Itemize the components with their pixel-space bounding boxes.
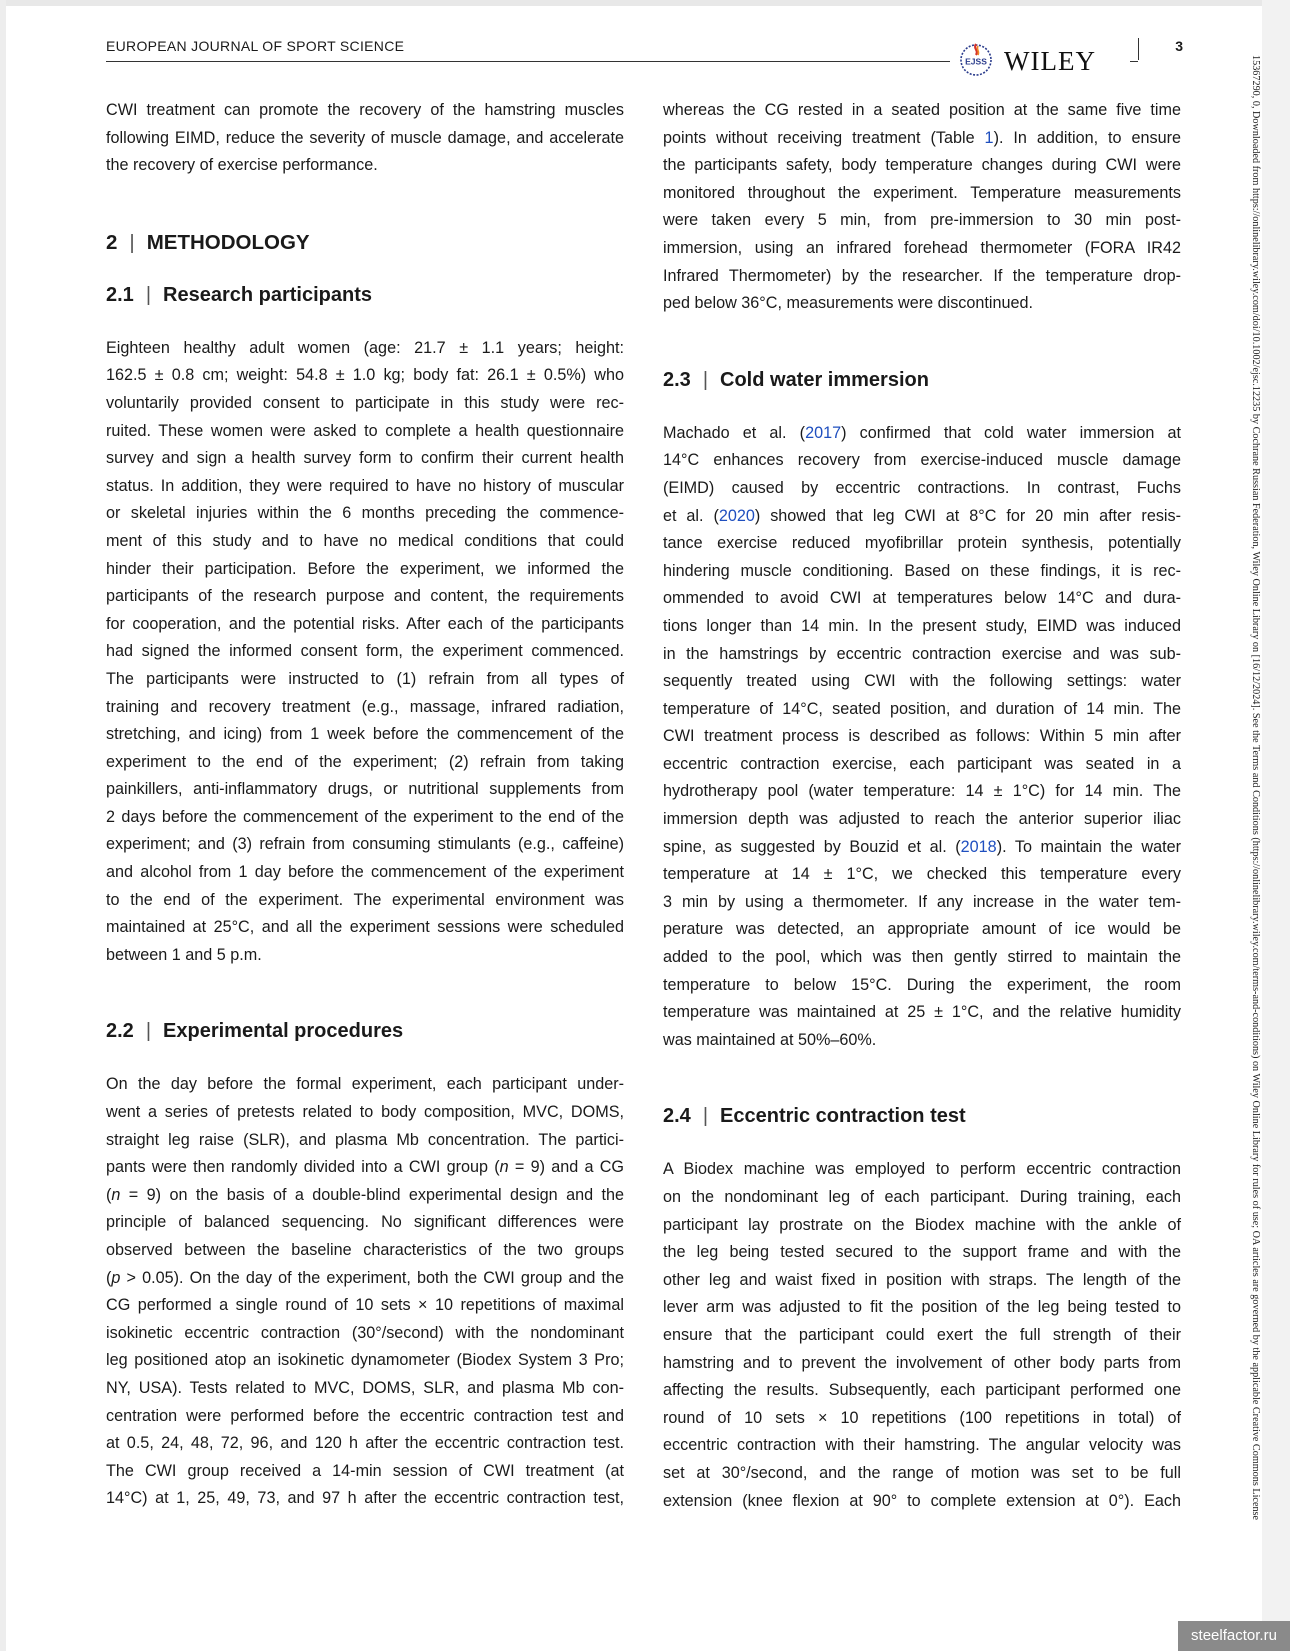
text-line: had signed the informed consent form, the experiment commenced.: [106, 642, 624, 661]
text-line: tance exercise reduced myofibrillar protein synthesis, potentially: [663, 534, 1181, 553]
text-line: observed between the baseline characteristics of the two groups: [106, 1241, 624, 1259]
text-line: extension (knee flexion at 90° to complete extension at 0°). Each: [663, 1491, 1181, 1510]
wiley-wordmark: WILEY: [1004, 46, 1096, 76]
text-line: voluntarily provided consent to participate in this study were rec-: [106, 393, 624, 412]
text-line: at 0.5, 24, 48, 72, 96, and 120 h after the eccentric contraction test.: [106, 1434, 624, 1453]
text-line: were taken every 5 min, from pre-immersion to 30 min post-: [663, 211, 1181, 230]
text-line: CWI treatment process is described as follows: Within 5 min after: [663, 727, 1181, 746]
text-line: affecting the results. Subsequently, each participant performed one: [663, 1381, 1181, 1400]
text-line: immersion, using an infrared forehead thermometer (FORA IR42: [663, 238, 1181, 257]
procedures-paragraph: [106, 1071, 624, 1513]
text-line: 3 min by using a thermometer. If any increase in the water tem-: [663, 892, 1181, 911]
text-line: eccentric contraction with their hamstring. The angular velocity was: [663, 1436, 1181, 1455]
left-column: [106, 97, 624, 1513]
text-line: ensure that the participant could exert the full strength of their: [663, 1325, 1181, 1344]
subsection-title: Eccentric contraction test: [720, 1105, 966, 1128]
section-number: 2: [106, 230, 118, 254]
text-line: (n = 9) on the basis of a double-blind experimental design and the: [106, 1185, 624, 1204]
text-line: On the day before the formal experiment, each participant under-: [106, 1075, 624, 1094]
text-line: hydrotherapy pool (water temperature: 14 ± 1°C) for 14 min. The: [663, 782, 1181, 801]
page-edge-left: [0, 0, 6, 1651]
text-line: ment of this study and to have no medical conditions that could: [106, 531, 624, 550]
table-1-link[interactable]: 1: [984, 128, 994, 147]
text-line: The participants were instructed to (1) refrain from all types of: [106, 669, 624, 688]
text-line: whereas the CG rested in a seated position at the same five time: [663, 101, 1181, 119]
procedures-paragraph-continued: [663, 97, 1181, 318]
publisher-logos: [950, 40, 1130, 78]
cwi-paragraph: [663, 420, 1181, 1055]
text-line: went a series of pretests related to body composition, MVC, DOMS,: [106, 1103, 624, 1122]
bouzid-2018-link[interactable]: 2018: [960, 837, 997, 856]
text-line: in the hamstrings by eccentric contraction exercise and was sub-: [663, 644, 1181, 663]
text-line: tions longer than 14 min. In the present study, EIMD was induced: [663, 616, 1181, 635]
text-line: the participants safety, body temperature changes during CWI were: [663, 156, 1181, 175]
subsection-title: Research participants: [163, 283, 372, 306]
text-line: 2 days before the commencement of the experiment to the end of the: [106, 807, 624, 826]
subsection-number: 2.4: [663, 1105, 691, 1128]
text-line: ruited. These women were asked to complete a health questionnaire: [106, 421, 624, 440]
page-number: 3: [1175, 38, 1183, 54]
text-line: straight leg raise (SLR), and plasma Mb concentration. The partici-: [106, 1130, 624, 1149]
text-line: principle of balanced sequencing. No significant differences were: [106, 1213, 624, 1232]
text-line: 162.5 ± 0.8 cm; weight: 54.8 ± 1.0 kg; body fat: 26.1 ± 0.5%) who: [106, 366, 624, 385]
journal-name: EUROPEAN JOURNAL OF SPORT SCIENCE: [106, 38, 405, 54]
text-line: other leg and waist fixed in position with straps. The length of the: [663, 1270, 1181, 1289]
text-line: CWI treatment can promote the recovery of the hamstring muscles: [106, 101, 624, 119]
svg-text:EJSS: EJSS: [965, 56, 987, 67]
text-line: NY, USA). Tests related to MVC, DOMS, SLR, and plasma Mb con-: [106, 1378, 624, 1397]
watermark-badge: steelfactor.ru: [1178, 1621, 1290, 1651]
download-license-note: [1248, 55, 1262, 1645]
subsection-heading-procedures: 2.2 | Experimental procedures: [106, 1020, 404, 1043]
subsection-title: Cold water immersion: [720, 368, 929, 391]
text-line: maintained at 25°C, and all the experiment sessions were scheduled: [106, 918, 624, 937]
text-line: isokinetic eccentric contraction (30°/second) with the nondominant: [106, 1323, 624, 1342]
text-line: following EIMD, reduce the severity of muscle damage, and accelerate: [106, 128, 624, 147]
text-line: temperature to below 15°C. During the experiment, the room: [663, 975, 1181, 994]
text-line: on the nondominant leg of each participant. During training, each: [663, 1188, 1181, 1206]
page-edge-right: [1262, 0, 1290, 1651]
text-line: et al. (2020) showed that leg CWI at 8°C for 20 min after resis-: [663, 506, 1181, 525]
text-line: set at 30°/second, and the range of motion was set to be full: [663, 1463, 1181, 1482]
subsection-number: 2.1: [106, 283, 134, 306]
page-number-divider: [1138, 38, 1139, 60]
text-line: (p > 0.05). On the day of the experiment, both the CWI group and the: [106, 1268, 624, 1287]
subsection-heading-cwi: 2.3 | Cold water immersion: [663, 368, 929, 391]
subsection-heading-eccentric: 2.4 | Eccentric contraction test: [663, 1105, 966, 1128]
text-line: temperature of 14°C, seated position, and duration of 14 min. The: [663, 699, 1181, 718]
text-line: sequently treated using CWI with the following settings: water: [663, 672, 1181, 691]
text-line: the leg being tested secured to the support frame and with the: [663, 1243, 1181, 1262]
page-edge-top: [0, 0, 1290, 6]
subsection-title: Experimental procedures: [163, 1020, 404, 1043]
text-line: The CWI group received a 14-min session of CWI treatment (at: [106, 1461, 624, 1480]
text-line: hindering muscle conditioning. Based on these findings, it is rec-: [663, 561, 1181, 580]
text-line: points without receiving treatment (Table 1). In addition, to ensure: [663, 128, 1181, 147]
download-license-text: 15367290, 0, Downloaded from https://onlinelibrary.wiley.com/doi/10.1002/ejsc.12235 by Cochrane Russian Federation, Wiley Online Library on [16/12/2024]. See the Terms and Conditions (https://onlinelibrary.wiley.com/terms-and-conditions) on Wiley Online Library for rules of use; OA articles are governed by the applicable Creative Commons License: [1250, 55, 1261, 1521]
text-line: 14°C enhances recovery from exercise-induced muscle damage: [663, 451, 1181, 470]
text-line: and alcohol from 1 day before the commencement of the experiment: [106, 863, 624, 882]
text-line: hamstring and to prevent the involvement of other body parts from: [663, 1353, 1181, 1372]
text-line: the recovery of exercise performance.: [106, 156, 378, 175]
participants-paragraph: [106, 335, 624, 970]
subsection-number: 2.2: [106, 1020, 134, 1043]
eccentric-paragraph: [663, 1156, 1181, 1515]
text-line: painkillers, anti-inflammatory drugs, or nutritional supplements from: [106, 780, 624, 799]
subsection-heading-participants: 2.1 | Research participants: [106, 283, 372, 306]
text-line: added to the pool, which was then gently stirred to maintain the: [663, 948, 1181, 967]
text-line: participants of the research purpose and content, the requirements: [106, 587, 624, 606]
text-line: temperature at 14 ± 1°C, we checked this temperature every: [663, 865, 1181, 884]
text-line: hinder their participation. Before the experiment, we informed the: [106, 559, 624, 578]
text-line: lever arm was adjusted to fit the position of the leg being tested to: [663, 1298, 1181, 1317]
text-line: stretching, and icing) from 1 week before the commencement of the: [106, 725, 624, 744]
text-line: or skeletal injuries within the 6 months preceding the commence-: [106, 504, 624, 523]
text-line: pants were then randomly divided into a CWI group (n = 9) and a CG: [106, 1158, 624, 1177]
text-line: monitored throughout the experiment. Temperature measurements: [663, 183, 1181, 202]
section-title: METHODOLOGY: [146, 230, 310, 254]
text-line: status. In addition, they were required to have no history of muscular: [106, 476, 624, 495]
text-line: perature was detected, an appropriate amount of ice would be: [663, 920, 1181, 939]
machado-2017-link[interactable]: 2017: [805, 423, 842, 442]
text-line: eccentric contraction exercise, each participant was seated in a: [663, 754, 1181, 773]
page-number-box: [1138, 38, 1183, 62]
text-line: immersion depth was adjusted to reach the anterior superior iliac: [663, 810, 1181, 829]
section-heading-methodology: 2 | METHODOLOGY: [106, 230, 310, 254]
text-line: Eighteen healthy adult women (age: 21.7 ± 1.1 years; height:: [106, 338, 624, 357]
text-line: experiment to the end of the experiment; (2) refrain from taking: [106, 752, 624, 771]
text-line: spine, as suggested by Bouzid et al. (2018). To maintain the water: [663, 837, 1181, 856]
text-line: CG performed a single round of 10 sets × 10 repetitions of maximal: [106, 1296, 624, 1315]
text-line: ped below 36°C, measurements were discontinued.: [663, 294, 1033, 313]
intro-paragraph: [106, 97, 624, 180]
text-line: round of 10 sets × 10 repetitions (100 repetitions in total) of: [663, 1408, 1181, 1427]
page-header: [106, 38, 1183, 78]
text-line: survey and sign a health survey form to confirm their current health: [106, 449, 624, 468]
text-line: (EIMD) caused by eccentric contractions. In contrast, Fuchs: [663, 478, 1181, 497]
text-line: 14°C) at 1, 25, 49, 73, and 97 h after the eccentric contraction test,: [106, 1489, 624, 1508]
text-line: temperature was maintained at 25 ± 1°C, and the relative humidity: [663, 1003, 1181, 1022]
fuchs-2020-link[interactable]: 2020: [718, 506, 755, 525]
text-line: centration were performed before the eccentric contraction test and: [106, 1406, 624, 1425]
text-line: participant lay prostrate on the Biodex machine with the ankle of: [663, 1215, 1181, 1234]
text-line: between 1 and 5 p.m.: [106, 945, 262, 964]
text-line: experiment; and (3) refrain from consuming stimulants (e.g., caffeine): [106, 835, 624, 854]
ejss-logo-icon: [956, 40, 996, 78]
text-line: A Biodex machine was employed to perform eccentric contraction: [663, 1160, 1181, 1179]
text-line: training and recovery treatment (e.g., massage, infrared radiation,: [106, 697, 624, 716]
text-line: Infrared Thermometer) by the researcher. If the temperature drop-: [663, 266, 1181, 285]
text-line: ommended to avoid CWI at temperatures below 14°C and dura-: [663, 589, 1181, 608]
text-line: leg positioned atop an isokinetic dynamometer (Biodex System 3 Pro;: [106, 1351, 624, 1370]
subsection-number: 2.3: [663, 368, 691, 391]
text-line: for cooperation, and the potential risks. After each of the participants: [106, 614, 624, 633]
right-column: [663, 97, 1181, 1515]
text-line: Machado et al. (2017) confirmed that cold water immersion at: [663, 423, 1181, 442]
text-line: was maintained at 50%–60%.: [663, 1030, 877, 1049]
text-line: to the end of the experiment. The experimental environment was: [106, 890, 624, 909]
